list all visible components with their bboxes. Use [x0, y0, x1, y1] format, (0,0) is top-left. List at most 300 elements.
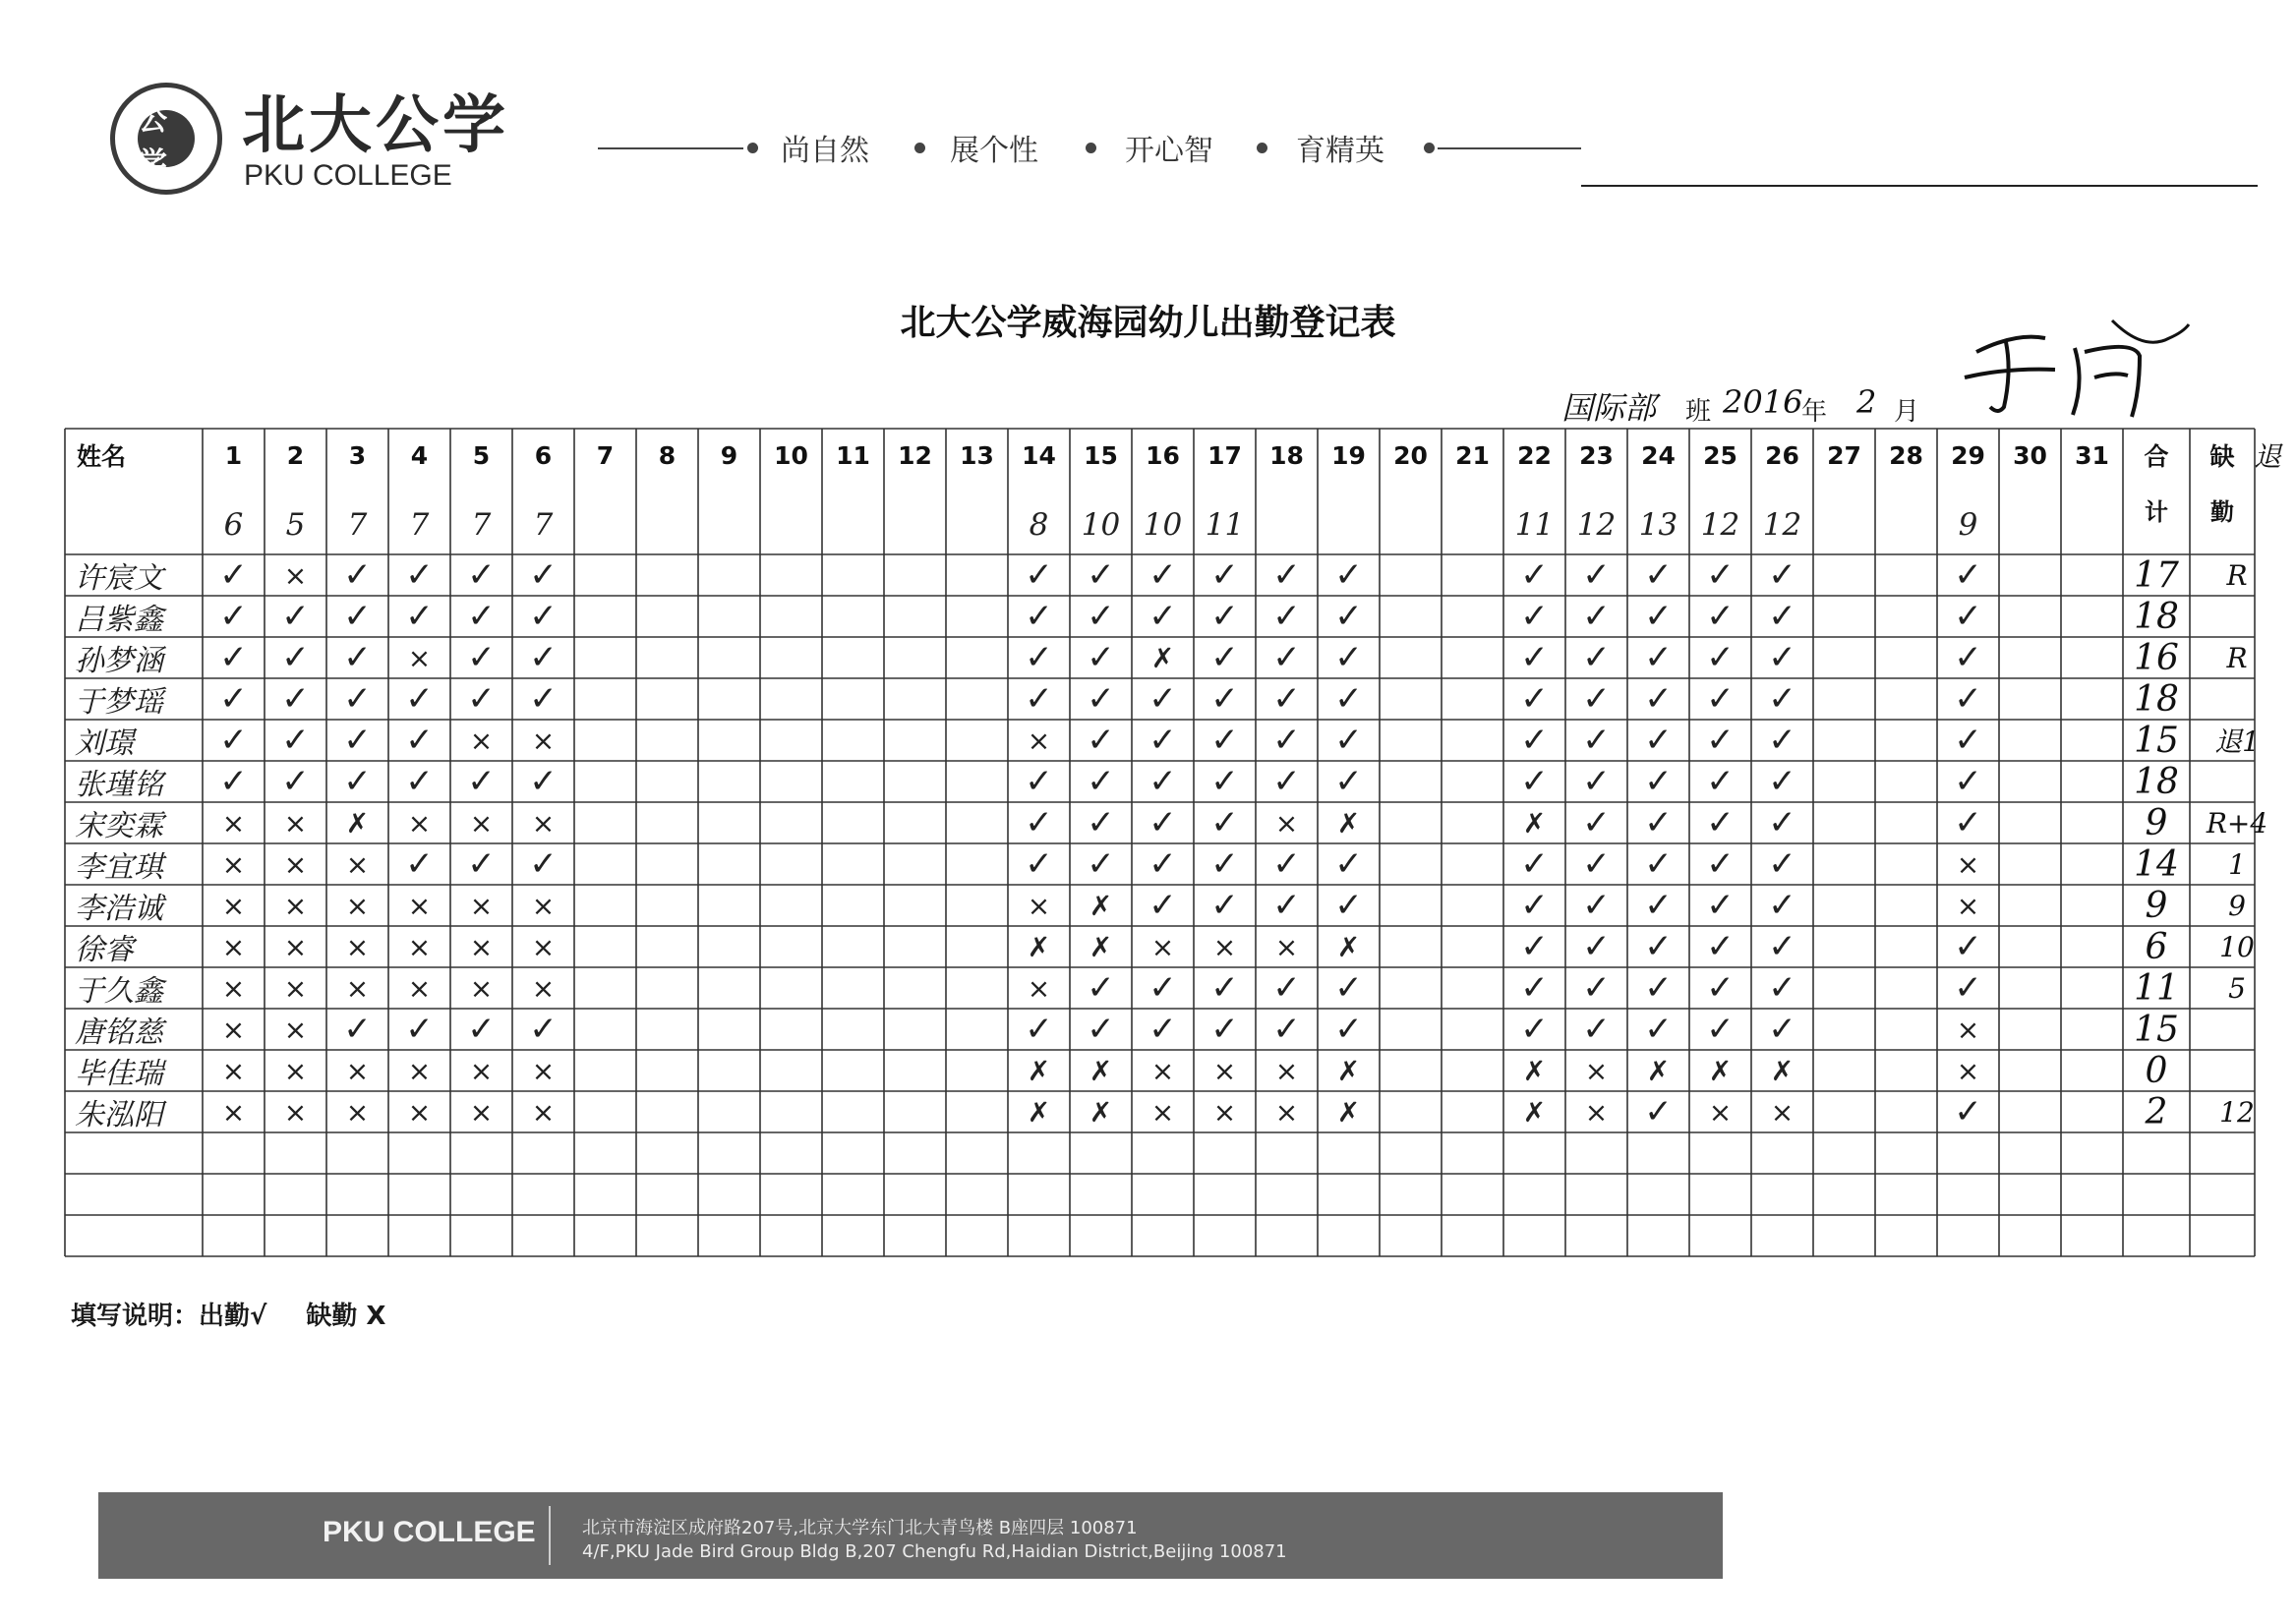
daily-count: 7: [471, 507, 492, 543]
absent-mark: ✗: [1770, 1054, 1795, 1087]
day-header: 26: [1765, 440, 1799, 470]
row-total: 17: [2134, 554, 2179, 596]
present-mark: ✓: [1644, 555, 1673, 595]
legend-present: 出勤√: [199, 1302, 267, 1331]
absent-mark: ×: [407, 930, 432, 963]
present-mark: ✓: [1582, 1010, 1611, 1049]
absent-mark: ✗: [1027, 1054, 1051, 1087]
present-mark: ✓: [281, 638, 310, 677]
present-mark: ✓: [1644, 638, 1673, 677]
present-mark: ✓: [1582, 844, 1611, 884]
present-mark: ✓: [1954, 597, 1982, 636]
absent-mark: ✗: [1708, 1054, 1733, 1087]
present-mark: ✓: [1087, 555, 1115, 595]
present-mark: ✓: [1272, 762, 1301, 801]
absent-mark: ×: [531, 930, 556, 963]
slogan-word: 开心智: [1125, 134, 1213, 168]
present-mark: ✓: [1148, 1010, 1177, 1049]
present-mark: ✓: [405, 844, 434, 884]
absent-mark: ×: [407, 1054, 432, 1087]
absent-mark: ×: [283, 1054, 308, 1087]
absent-mark: ×: [407, 641, 432, 674]
absent-mark: ×: [221, 1054, 246, 1087]
day-header: 12: [898, 440, 932, 470]
present-mark: ✓: [1210, 721, 1239, 760]
brand-name-en: PKU COLLEGE: [244, 159, 452, 192]
present-mark: ✓: [1768, 679, 1796, 719]
present-mark: ✓: [1025, 555, 1053, 595]
student-name: 刘璟: [75, 726, 134, 761]
absent-mark: ×: [1584, 1054, 1609, 1087]
present-mark: ✓: [1334, 638, 1363, 677]
absent-mark: ✗: [1336, 1054, 1361, 1087]
day-header: 24: [1641, 440, 1676, 470]
absent-mark: ✗: [1089, 1095, 1113, 1129]
absent-mark: ×: [1150, 1054, 1175, 1087]
present-mark: ✓: [405, 679, 434, 719]
present-mark: ✓: [1334, 721, 1363, 760]
present-mark: ✓: [1582, 803, 1611, 842]
present-mark: ✓: [281, 721, 310, 760]
present-mark: ✓: [281, 679, 310, 719]
present-mark: ✓: [1768, 638, 1796, 677]
absent-mark: ×: [345, 930, 370, 963]
present-mark: ✓: [1148, 803, 1177, 842]
present-mark: ✓: [219, 638, 248, 677]
present-mark: ✓: [1644, 721, 1673, 760]
absent-mark: ×: [221, 806, 246, 840]
student-name: 李宜琪: [75, 850, 163, 885]
absent-mark: ×: [345, 847, 370, 881]
present-mark: ✓: [1768, 721, 1796, 760]
row-total: 16: [2134, 637, 2179, 678]
row-absent: R: [2226, 558, 2248, 592]
absent-mark: ×: [1956, 1054, 1980, 1087]
present-mark: ✓: [1582, 762, 1611, 801]
present-mark: ✓: [1954, 679, 1982, 719]
student-name: 许宸文: [75, 561, 163, 596]
present-mark: ✓: [1582, 679, 1611, 719]
present-mark: ✓: [1644, 597, 1673, 636]
present-mark: ✓: [1272, 886, 1301, 925]
present-mark: ✓: [1768, 555, 1796, 595]
absent-mark: ×: [1027, 889, 1051, 922]
present-mark: ✓: [529, 597, 558, 636]
present-mark: ✓: [1520, 1010, 1549, 1049]
page-title: 北大公学威海园幼儿出勤登记表: [900, 303, 1396, 343]
present-mark: ✓: [1520, 844, 1549, 884]
present-mark: ✓: [219, 555, 248, 595]
present-mark: ✓: [1148, 597, 1177, 636]
present-mark: ✓: [1087, 721, 1115, 760]
present-mark: ✓: [219, 762, 248, 801]
present-mark: ✓: [281, 597, 310, 636]
present-mark: ✓: [1768, 968, 1796, 1008]
present-mark: ✓: [1520, 762, 1549, 801]
present-mark: ✓: [1334, 1010, 1363, 1049]
present-mark: ✓: [1768, 597, 1796, 636]
row-absent: 9: [2228, 889, 2246, 922]
present-mark: ✓: [343, 597, 372, 636]
day-header: 31: [2075, 440, 2109, 470]
day-header: 30: [2013, 440, 2047, 470]
absent-mark: ×: [469, 889, 494, 922]
day-header: 9: [720, 440, 738, 470]
absent-mark: ✗: [1027, 930, 1051, 963]
student-name: 孙梦涵: [75, 644, 163, 678]
present-mark: ✓: [1582, 721, 1611, 760]
brand-name-cn: 北大公学: [242, 88, 509, 162]
present-mark: ✓: [405, 762, 434, 801]
absent-mark: ×: [1956, 1013, 1980, 1046]
daily-count: 7: [347, 507, 368, 543]
absent-mark: ×: [283, 930, 308, 963]
absent-mark: ×: [283, 889, 308, 922]
present-mark: ✓: [1272, 679, 1301, 719]
daily-count: 12: [1700, 507, 1740, 543]
present-mark: ✓: [529, 762, 558, 801]
present-mark: ✓: [1706, 762, 1735, 801]
present-mark: ✓: [467, 638, 496, 677]
row-total: 11: [2134, 967, 2179, 1009]
day-header: 19: [1331, 440, 1366, 470]
present-mark: ✓: [1520, 679, 1549, 719]
present-mark: ✓: [1087, 1010, 1115, 1049]
day-header: 27: [1827, 440, 1861, 470]
absent-mark: ×: [283, 971, 308, 1005]
present-mark: ✓: [1706, 886, 1735, 925]
student-name: 朱泓阳: [75, 1098, 163, 1132]
absent-mark: ×: [469, 806, 494, 840]
present-mark: ✓: [1520, 886, 1549, 925]
absent-mark: ×: [407, 806, 432, 840]
daily-count: 5: [285, 507, 306, 543]
present-mark: ✓: [1582, 638, 1611, 677]
footer-bar: [98, 1492, 1723, 1579]
present-mark: ✓: [1582, 555, 1611, 595]
present-mark: ✓: [1334, 886, 1363, 925]
present-mark: ✓: [1706, 721, 1735, 760]
present-mark: ✓: [1706, 679, 1735, 719]
absent-mark: ×: [531, 806, 556, 840]
present-mark: ✓: [1520, 555, 1549, 595]
present-mark: ✓: [1706, 555, 1735, 595]
absent-mark: ×: [221, 847, 246, 881]
row-total: 18: [2134, 678, 2179, 720]
day-header: 3: [348, 440, 367, 470]
present-mark: ✓: [1706, 968, 1735, 1008]
absent-mark: ×: [345, 889, 370, 922]
present-mark: ✓: [1644, 679, 1673, 719]
day-header: 10: [774, 440, 808, 470]
present-mark: ✓: [529, 679, 558, 719]
present-mark: ✓: [1644, 1092, 1673, 1131]
slogan-word: 尚自然: [781, 134, 869, 168]
present-mark: ✓: [1210, 762, 1239, 801]
absent-mark: ×: [407, 1095, 432, 1129]
present-mark: ✓: [529, 844, 558, 884]
present-mark: ✓: [467, 597, 496, 636]
absent-mark: ×: [283, 558, 308, 592]
present-mark: ✓: [219, 597, 248, 636]
present-mark: ✓: [1087, 597, 1115, 636]
present-mark: ✓: [343, 762, 372, 801]
present-mark: ✓: [1334, 762, 1363, 801]
month-value: 2: [1856, 383, 1877, 421]
absent-mark: ×: [531, 1054, 556, 1087]
present-mark: ✓: [1087, 968, 1115, 1008]
present-mark: ✓: [1520, 597, 1549, 636]
day-header: 2: [286, 440, 305, 470]
present-mark: ✓: [343, 721, 372, 760]
row-total: 18: [2134, 596, 2179, 637]
row-absent: 1: [2228, 847, 2246, 881]
total-column-header-sub: 计: [2145, 497, 2168, 526]
present-mark: ✓: [1210, 555, 1239, 595]
absent-mark: ×: [1584, 1095, 1609, 1129]
present-mark: ✓: [1768, 762, 1796, 801]
present-mark: ✓: [529, 555, 558, 595]
absent-mark: ×: [1956, 889, 1980, 922]
daily-count: 7: [409, 507, 430, 543]
present-mark: ✓: [1210, 679, 1239, 719]
absent-mark: ×: [407, 889, 432, 922]
row-absent: 12: [2219, 1095, 2255, 1129]
present-mark: ✓: [405, 555, 434, 595]
present-mark: ✓: [1087, 679, 1115, 719]
present-mark: ✓: [1954, 927, 1982, 966]
absent-mark: ×: [469, 1054, 494, 1087]
absent-mark: ✗: [1336, 1095, 1361, 1129]
absent-mark: ✗: [1089, 1054, 1113, 1087]
absent-mark: ×: [283, 1013, 308, 1046]
absent-mark: ×: [283, 847, 308, 881]
absent-mark: ✗: [1336, 806, 1361, 840]
present-mark: ✓: [1210, 968, 1239, 1008]
present-mark: ✓: [1210, 638, 1239, 677]
present-mark: ✓: [467, 1010, 496, 1049]
present-mark: ✓: [1644, 927, 1673, 966]
absent-mark: ×: [1150, 1095, 1175, 1129]
present-mark: ✓: [219, 679, 248, 719]
daily-count: 11: [1205, 507, 1245, 543]
daily-count: 6: [223, 507, 244, 543]
absent-mark: ×: [469, 930, 494, 963]
day-header: 16: [1146, 440, 1180, 470]
present-mark: ✓: [343, 1010, 372, 1049]
present-mark: ✓: [467, 679, 496, 719]
daily-count: 12: [1576, 507, 1617, 543]
present-mark: ✓: [529, 1010, 558, 1049]
present-mark: ✓: [1768, 927, 1796, 966]
total-column-header: 合: [2144, 442, 2169, 471]
present-mark: ✓: [467, 844, 496, 884]
daily-count: 8: [1029, 507, 1049, 543]
present-mark: ✓: [1768, 844, 1796, 884]
row-total: 6: [2145, 926, 2168, 967]
row-absent: R: [2226, 641, 2248, 674]
absent-mark: ✗: [1089, 889, 1113, 922]
present-mark: ✓: [1706, 844, 1735, 884]
absent-mark: ×: [1212, 1095, 1237, 1129]
present-mark: ✓: [343, 555, 372, 595]
student-name: 于久鑫: [75, 974, 163, 1009]
present-mark: ✓: [1520, 721, 1549, 760]
present-mark: ✓: [1087, 803, 1115, 842]
student-name: 于梦瑶: [75, 685, 163, 720]
absent-mark: ×: [221, 971, 246, 1005]
row-total: 9: [2145, 802, 2168, 843]
present-mark: ✓: [1334, 844, 1363, 884]
day-header: 7: [596, 440, 615, 470]
present-mark: ✓: [1272, 968, 1301, 1008]
present-mark: ✓: [1087, 638, 1115, 677]
footer-address-cn: 北京市海淀区成府路207号,北京大学东门北大青鸟楼 B座四层 100871: [582, 1518, 1138, 1538]
day-header: 17: [1207, 440, 1242, 470]
student-name: 宋奕霖: [75, 809, 163, 843]
present-mark: ✓: [281, 762, 310, 801]
present-mark: ✓: [467, 762, 496, 801]
present-mark: ✓: [529, 638, 558, 677]
present-mark: ✓: [405, 721, 434, 760]
present-mark: ✓: [405, 597, 434, 636]
present-mark: ✓: [1210, 886, 1239, 925]
absent-mark: ×: [1708, 1095, 1733, 1129]
absent-mark: ×: [1274, 806, 1299, 840]
day-header: 4: [410, 440, 429, 470]
present-mark: ✓: [1148, 968, 1177, 1008]
seal-text: 公学: [138, 110, 195, 167]
daily-count: 10: [1143, 507, 1183, 543]
present-mark: ✓: [1334, 968, 1363, 1008]
present-mark: ✓: [1582, 886, 1611, 925]
year-value: 2016: [1723, 383, 1803, 421]
present-mark: ✓: [1582, 968, 1611, 1008]
day-header: 11: [836, 440, 870, 470]
absent-mark: ×: [1274, 1095, 1299, 1129]
absent-mark: ×: [1770, 1095, 1795, 1129]
absent-mark: ×: [469, 724, 494, 757]
absent-mark: ×: [1150, 930, 1175, 963]
legend: [71, 1296, 425, 1332]
present-mark: ✓: [1644, 844, 1673, 884]
absent-mark: ×: [469, 1095, 494, 1129]
absent-mark: ×: [1956, 847, 1980, 881]
present-mark: ✓: [1644, 886, 1673, 925]
present-mark: ✓: [1644, 803, 1673, 842]
present-mark: ✓: [1954, 762, 1982, 801]
present-mark: ✓: [1272, 844, 1301, 884]
daily-count: 7: [533, 507, 554, 543]
present-mark: ✓: [1272, 721, 1301, 760]
daily-count: 12: [1762, 507, 1802, 543]
present-mark: ✓: [1644, 762, 1673, 801]
present-mark: ✓: [405, 1010, 434, 1049]
absent-column-header-sub: 勤: [2210, 497, 2234, 526]
day-header: 20: [1393, 440, 1428, 470]
present-mark: ✓: [1148, 679, 1177, 719]
present-mark: ✓: [1272, 1010, 1301, 1049]
present-mark: ✓: [1520, 638, 1549, 677]
day-header: 6: [534, 440, 553, 470]
name-column-header: 姓名: [77, 442, 127, 471]
present-mark: ✓: [1706, 803, 1735, 842]
present-mark: ✓: [1954, 803, 1982, 842]
class-label: 班: [1685, 397, 1712, 427]
present-mark: ✓: [1644, 1010, 1673, 1049]
absent-mark: ✗: [1522, 806, 1547, 840]
row-absent: 5: [2228, 971, 2246, 1005]
day-header: 5: [472, 440, 491, 470]
day-header: 29: [1951, 440, 1985, 470]
present-mark: ✓: [1148, 844, 1177, 884]
absent-mark: ×: [531, 1095, 556, 1129]
absent-column-header: 缺: [2209, 442, 2235, 471]
footer-address-en: 4/F,PKU Jade Bird Group Bldg B,207 Chengfu Rd,Haidian District,Beijing 100871: [582, 1541, 1287, 1562]
absent-mark: ×: [407, 971, 432, 1005]
day-header: 25: [1703, 440, 1737, 470]
absent-column-note: 退: [2253, 440, 2281, 473]
day-header: 22: [1517, 440, 1552, 470]
absent-mark: ×: [221, 1095, 246, 1129]
present-mark: ✓: [1706, 597, 1735, 636]
present-mark: ✓: [1706, 1010, 1735, 1049]
present-mark: ✓: [1954, 1092, 1982, 1131]
present-mark: ✓: [1025, 679, 1053, 719]
present-mark: ✓: [1210, 803, 1239, 842]
absent-mark: ×: [1274, 930, 1299, 963]
slogan-word: 育精英: [1296, 134, 1384, 168]
present-mark: ✓: [1768, 886, 1796, 925]
absent-mark: ×: [345, 1054, 370, 1087]
present-mark: ✓: [1334, 597, 1363, 636]
absent-mark: ✗: [1150, 641, 1175, 674]
present-mark: ✓: [1272, 555, 1301, 595]
present-mark: ✓: [1706, 927, 1735, 966]
day-header: 13: [960, 440, 994, 470]
footer-separator: [549, 1506, 551, 1565]
present-mark: ✓: [1210, 844, 1239, 884]
present-mark: ✓: [1334, 679, 1363, 719]
present-mark: ✓: [1334, 555, 1363, 595]
present-mark: ✓: [1025, 803, 1053, 842]
present-mark: ✓: [1025, 638, 1053, 677]
day-header: 8: [658, 440, 677, 470]
absent-mark: ✗: [1336, 930, 1361, 963]
class-name: 国际部: [1561, 389, 1657, 427]
present-mark: ✓: [1025, 597, 1053, 636]
present-mark: ✓: [1582, 927, 1611, 966]
daily-count: 10: [1081, 507, 1121, 543]
present-mark: ✓: [1272, 597, 1301, 636]
present-mark: ✓: [1954, 721, 1982, 760]
absent-mark: ×: [283, 1095, 308, 1129]
present-mark: ✓: [1148, 721, 1177, 760]
present-mark: ✓: [1520, 968, 1549, 1008]
present-mark: ✓: [1644, 968, 1673, 1008]
present-mark: ✓: [1148, 762, 1177, 801]
present-mark: ✓: [1210, 597, 1239, 636]
slogan-word: 展个性: [950, 134, 1038, 168]
day-header: 18: [1269, 440, 1304, 470]
student-name: 李浩诚: [75, 892, 163, 926]
absent-mark: ×: [221, 930, 246, 963]
row-absent: 退1: [2214, 725, 2260, 758]
row-total: 2: [2145, 1091, 2168, 1132]
legend-absent: 缺勤 X: [306, 1302, 386, 1331]
day-header: 15: [1084, 440, 1118, 470]
absent-mark: ✗: [1089, 930, 1113, 963]
